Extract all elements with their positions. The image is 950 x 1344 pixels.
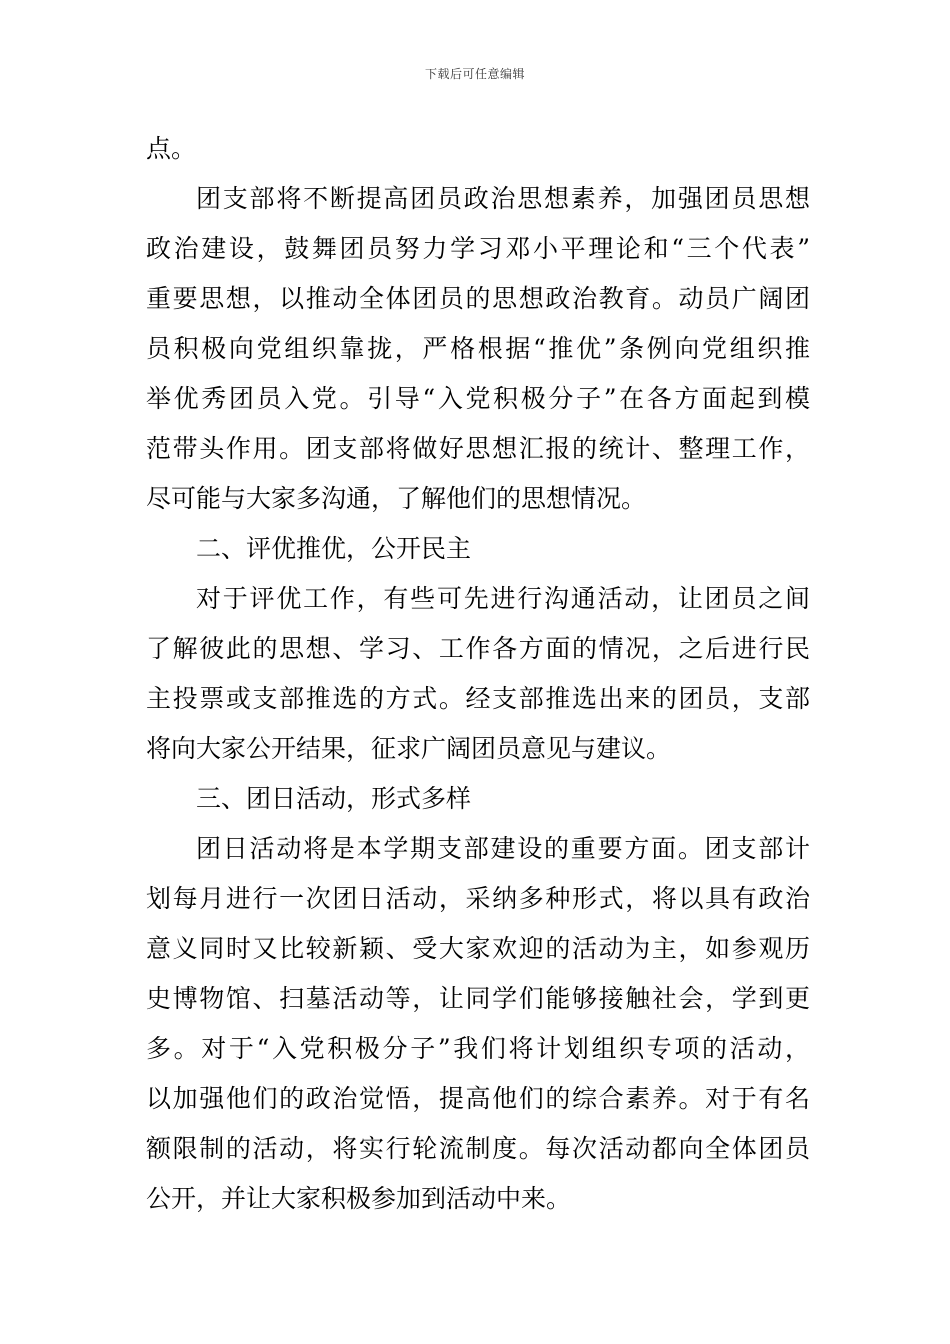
paragraph-line: 尽可能与大家多沟通，了解他们的思想情况。 [146,484,647,513]
paragraph-line: 团支部将不断提高团员政治思想素养，加强团员思想 [196,184,810,213]
paragraph-line: 意义同时又比较新颖、受大家欢迎的活动为主，如参观历 [146,934,810,963]
section-heading: 三、团日活动，形式多样 [196,784,472,813]
paragraph-line: 以加强他们的政治觉悟，提高他们的综合素养。对于有名 [146,1084,810,1113]
paragraph-line: 团日活动将是本学期支部建设的重要方面。团支部计 [196,834,810,863]
page-header-note: 下载后可任意编辑 [424,67,525,81]
paragraph-line: 范带头作用。团支部将做好思想汇报的统计、整理工作， [146,434,810,463]
paragraph-line: 将向大家公开结果，征求广阔团员意见与建议。 [146,734,672,763]
paragraph-line: 额限制的活动，将实行轮流制度。每次活动都向全体团员 [146,1134,810,1163]
paragraph-line: 举优秀团员入党。引导“入党积极分子”在各方面起到模 [146,384,810,413]
paragraph-line: 点。 [146,134,197,163]
paragraph-line: 政治建设，鼓舞团员努力学习邓小平理论和“三个代表” [146,234,810,263]
paragraph-line: 员积极向党组织靠拢，严格根据“推优”条例向党组织推 [146,334,810,363]
paragraph-line: 了解彼此的思想、学习、工作各方面的情况，之后进行民 [146,634,810,663]
paragraph-line: 重要思想，以推动全体团员的思想政治教育。动员广阔团 [146,284,810,313]
paragraph-line: 对于评优工作，有些可先进行沟通活动，让团员之间 [196,584,810,613]
paragraph-line: 主投票或支部推选的方式。经支部推选出来的团员，支部 [146,684,810,713]
paragraph-line: 划每月进行一次团日活动，采纳多种形式，将以具有政治 [146,884,810,913]
paragraph-line: 多。对于“入党积极分子”我们将计划组织专项的活动， [146,1034,810,1063]
paragraph-line: 公开，并让大家积极参加到活动中来。 [146,1184,572,1213]
paragraph-line: 史博物馆、扫墓活动等，让同学们能够接触社会，学到更 [146,984,810,1013]
section-heading: 二、评优推优，公开民主 [196,534,472,563]
